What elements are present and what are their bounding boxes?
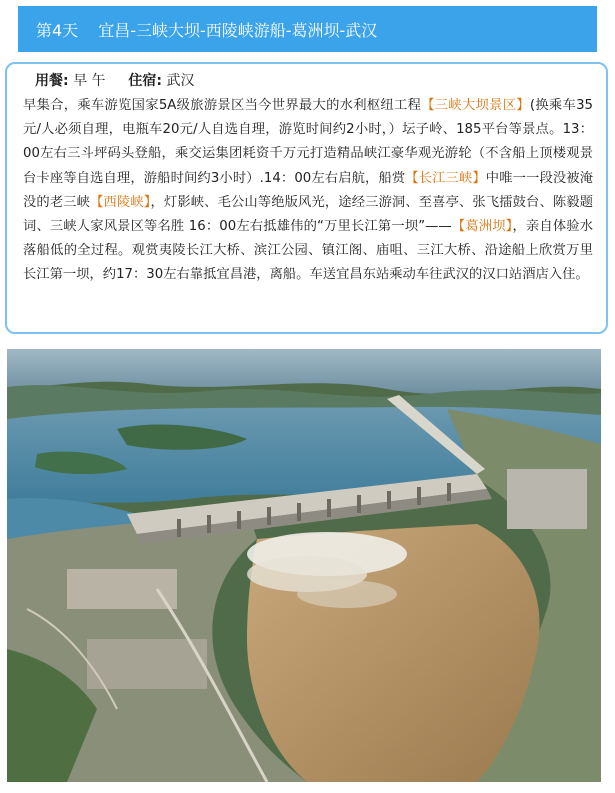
dam-photo-illustration <box>7 349 601 782</box>
day-label: 第4天 <box>36 20 79 40</box>
day-header <box>18 6 597 52</box>
stay-value: 武汉 <box>166 73 195 89</box>
highlight-gezhouba: 【葛洲坝】 <box>451 219 513 235</box>
desc-text-3: 中唯一一段没被淹没的老三峡 <box>23 170 594 210</box>
stay-label: 住宿: <box>128 73 163 89</box>
itinerary-description <box>23 94 593 288</box>
desc-text-4: ，灯影峡、毛公山等绝版风光，途经三游洞、至喜亭、张飞擂鼓台、陈毅题词、三峡人家风景区等名胜 16：00左右抵雄伟的“万里长江第一坝”—— <box>23 194 594 235</box>
meta-line <box>35 70 194 90</box>
desc-text-5: ，亲自体验水落船低的全过程。观赏夷陵长江大桥、滨江公园、镇江阁、庙咀、三江大桥、沿途船上欣赏万里长江第一坝，约17：30左右靠抵宜昌港，离船。车送宜昌东站乘动车往武汉的汉口站酒店入住。 <box>23 219 594 283</box>
itinerary-box <box>5 62 608 334</box>
desc-text-2: (换乘车35元/人必须自理，电瓶车20元/人自选自理，游览时间约2小时，）坛子岭、185平台等景点。13：00左右三斗坪码头登船，乘交运集团耗资千万元打造精品峡江豪华观光游轮（不含船上顶楼观景台卡座等自选自理，游船时间约3小时）.14：00左右启航，船赏 <box>23 98 594 186</box>
highlight-three-gorges-dam: 【三峡大坝景区】 <box>421 98 530 113</box>
dam-aerial-photo <box>7 349 601 782</box>
meals-value: 早 午 <box>73 73 106 89</box>
route-title: 宜昌-三峡大坝-西陵峡游船-葛洲坝-武汉 <box>98 20 378 40</box>
desc-text-1: 早集合，乘车游览国家5A级旅游景区当今世界最大的水利枢纽工程 <box>23 98 422 113</box>
highlight-yangtze-three-gorges: 【长江三峡】 <box>405 170 486 186</box>
highlight-xiling-gorge: 【西陵峡】 <box>90 194 151 210</box>
meals-label: 用餐: <box>35 73 69 89</box>
